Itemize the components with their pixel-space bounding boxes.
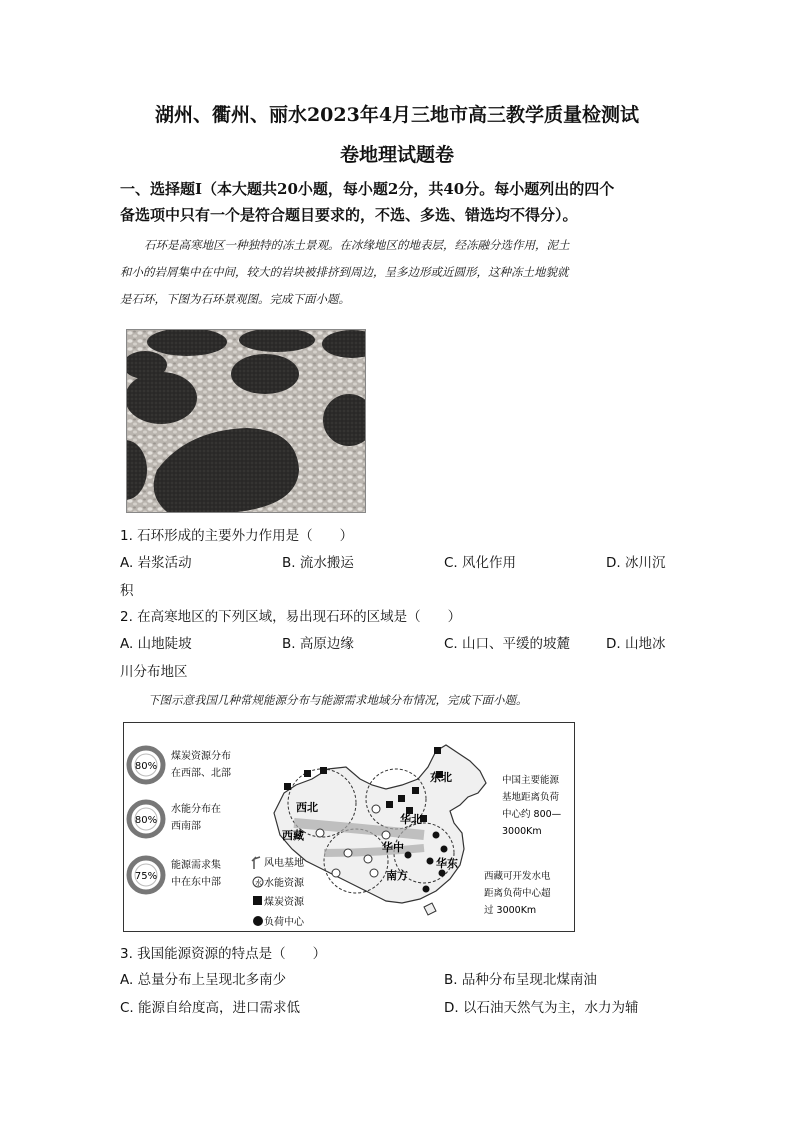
q1-option-b[interactable]: B. 流水搬运 bbox=[282, 555, 354, 571]
label-north: 华北 bbox=[400, 813, 422, 826]
section-heading bbox=[120, 176, 680, 228]
intro-paragraph-2: 下图示意我国几种常规能源分布与能源需求地域分布情况，完成下面小题。 bbox=[148, 693, 528, 707]
stone-ring-photo bbox=[126, 329, 366, 513]
section-line2: 备选项中只有一个是符合题目要求的，不选、多选、错选均不得分）。 bbox=[120, 206, 578, 224]
note2-line2: 距离负荷中心超 bbox=[484, 888, 551, 899]
cap-coal-1: 煤炭资源分布 bbox=[171, 751, 231, 762]
q1-option-d-continued: 积 bbox=[120, 583, 134, 599]
q2-option-c[interactable]: C. 山口、平缓的坡麓 bbox=[444, 636, 571, 652]
section-line1: 一、选择题Ⅰ（本大题共20小题，每小题2分，共40分。每小题列出的四个 bbox=[120, 180, 615, 198]
legend-load: 负荷中心 bbox=[264, 917, 304, 928]
q1-option-d[interactable]: D. 冰川沉 bbox=[606, 555, 666, 571]
intro-paragraph-1 bbox=[120, 232, 680, 259]
q3-option-b[interactable]: B. 品种分布呈现北煤南油 bbox=[444, 972, 597, 988]
q2-option-d[interactable]: D. 山地冰 bbox=[606, 636, 666, 652]
q3-option-a[interactable]: A. 总量分布上呈现北多南少 bbox=[120, 972, 287, 988]
stat-demand bbox=[129, 858, 221, 892]
label-south: 南方 bbox=[386, 869, 408, 882]
intro1-line2: 和小的岩屑集中在中间，较大的岩块被排挤到周边，呈多边形或近圆形，这种冻土地貌就 bbox=[120, 265, 569, 279]
pct-coal: 80% bbox=[134, 761, 158, 772]
q2-option-d-continued: 川分布地区 bbox=[120, 664, 188, 680]
cap-hydro-1: 水能分布在 bbox=[171, 804, 221, 815]
note2-line3: 过 3000Km bbox=[484, 905, 537, 916]
legend-wind: 风电基地 bbox=[264, 858, 304, 869]
q2-option-a[interactable]: A. 山地陡坡 bbox=[120, 636, 192, 652]
question-2-stem: 2. 在高寒地区的下列区域，易出现石环的区域是（ ） bbox=[120, 609, 462, 625]
stat-hydro bbox=[129, 802, 221, 836]
energy-distribution-figure bbox=[123, 722, 575, 932]
pct-hydro: 80% bbox=[134, 815, 158, 826]
label-central: 华中 bbox=[382, 841, 404, 854]
note2-line1: 西藏可开发水电 bbox=[484, 871, 551, 882]
wind-icon bbox=[252, 857, 260, 869]
question-1-stem: 1. 石环形成的主要外力作用是（ ） bbox=[120, 528, 354, 544]
map-legend bbox=[252, 856, 305, 928]
cap-hydro-2: 西南部 bbox=[171, 821, 201, 832]
legend-coal: 煤炭资源 bbox=[264, 897, 304, 908]
china-map bbox=[274, 745, 486, 915]
label-northwest: 西北 bbox=[296, 801, 318, 814]
pct-demand: 75% bbox=[134, 871, 158, 882]
cap-demand-1: 能源需求集 bbox=[171, 860, 221, 871]
load-center-icon bbox=[253, 916, 263, 926]
right-notes bbox=[484, 774, 562, 916]
intro1-line3: 是石环，下图为石环景观图。完成下面小题。 bbox=[120, 292, 350, 306]
q2-option-b[interactable]: B. 高原边缘 bbox=[282, 636, 354, 652]
q1-option-c[interactable]: C. 风化作用 bbox=[444, 555, 517, 571]
cap-coal-2: 在西部、北部 bbox=[171, 768, 231, 779]
cap-demand-2: 中在东中部 bbox=[171, 877, 221, 888]
exam-title-line1: 湖州、衢州、丽水2023年4月三地市高三教学质量检测试 bbox=[154, 104, 640, 126]
note1-line1: 中国主要能源 bbox=[502, 775, 560, 786]
label-tibet: 西藏 bbox=[282, 829, 304, 842]
label-east: 华东 bbox=[436, 857, 458, 870]
note1-line2: 基地距离负荷 bbox=[502, 792, 560, 803]
q3-option-c[interactable]: C. 能源自给度高，进口需求低 bbox=[120, 1000, 301, 1016]
q3-option-d[interactable]: D. 以石油天然气为主，水力为辅 bbox=[444, 1000, 639, 1016]
stat-coal bbox=[129, 748, 231, 782]
note1-line3: 中心约 800— bbox=[502, 809, 562, 820]
intro1-line1: 石环是高寒地区一种独特的冻土景观。在冰缘地区的地表层，经冻融分选作用，泥土 bbox=[144, 238, 570, 252]
svg-text:水: 水 bbox=[255, 879, 262, 887]
exam-title-line2: 卷地理试题卷 bbox=[339, 144, 454, 166]
question-3-stem: 3. 我国能源资源的特点是（ ） bbox=[120, 946, 327, 962]
note1-line4: 3000Km bbox=[502, 826, 542, 837]
intro1-line2-wrap bbox=[120, 259, 680, 313]
label-northeast: 东北 bbox=[430, 771, 452, 784]
coal-icon bbox=[253, 896, 262, 905]
q1-option-a[interactable]: A. 岩浆活动 bbox=[120, 555, 192, 571]
legend-hydro: 水能资源 bbox=[264, 878, 304, 889]
